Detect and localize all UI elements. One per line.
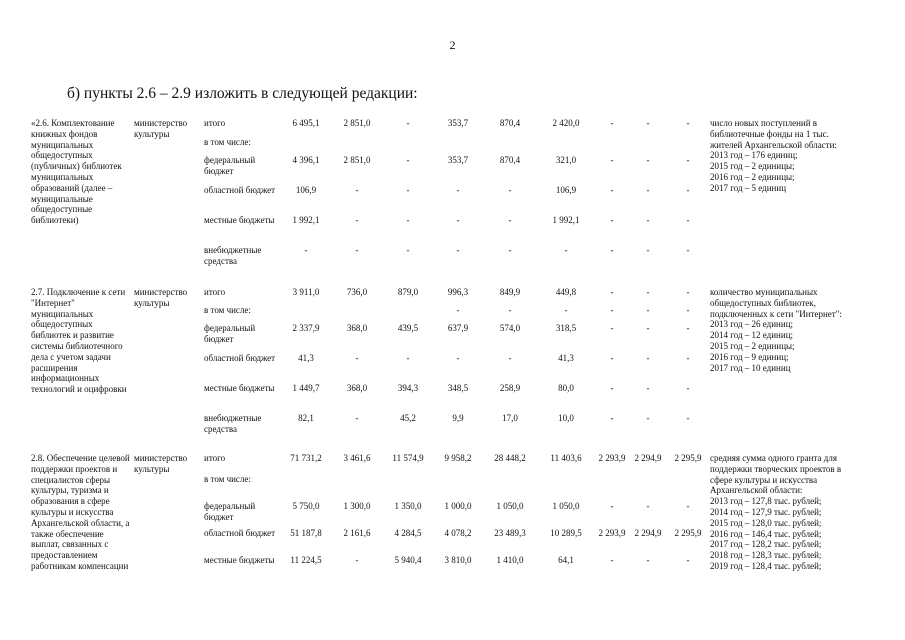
amount-cell: - bbox=[508, 305, 512, 315]
funding-source: внебюджетные средства bbox=[204, 245, 262, 266]
expected-result: средняя сумма одного гранта для поддержки творческих проектов в сфере культуры и искусства Архангельской области: 2013 год – 127,8 тыс. рублей; 2014 год – 127,9 тыс. рублей; 2015 год – 128,0 тыс. рублей; 2016 год – 146,4 тыс. рублей; 2017 год – 128,2 тыс. рублей; 2018 год – 128,3 тыс. рублей; 2019 год – 128,4 тыс. рублей; bbox=[710, 453, 842, 571]
table-row bbox=[31, 287, 863, 305]
amount-cell bbox=[630, 137, 666, 155]
amount-cell: 9 958,2 bbox=[444, 453, 472, 463]
expected-result: количество муниципальных общедоступных библиотек, подключенных к сети "Интернет": 2013 год – 26 единиц; 2014 год – 12 единиц; 2015 год – 2 единицы; 2016 год – 9 единиц; 2017 год – 10 единиц bbox=[710, 287, 842, 373]
section-gap bbox=[31, 443, 863, 453]
amount-cell: 2 293,9 bbox=[598, 528, 626, 538]
amount-cell bbox=[382, 305, 434, 323]
amount-cell: 321,0 bbox=[555, 155, 577, 165]
amount-cell bbox=[630, 474, 666, 501]
amount-cell: - bbox=[610, 413, 614, 423]
funding-source: итого bbox=[204, 287, 226, 297]
amount-cell: 80,0 bbox=[558, 383, 574, 393]
amount-cell bbox=[482, 474, 538, 501]
amount-cell bbox=[594, 137, 630, 155]
amount-cell: 574,0 bbox=[499, 323, 521, 333]
amount-cell: - bbox=[646, 185, 650, 195]
amount-cell: 353,7 bbox=[447, 155, 469, 165]
amount-cell: - bbox=[610, 501, 614, 511]
amount-cell: - bbox=[610, 305, 614, 315]
amount-cell: - bbox=[686, 118, 690, 128]
amount-cell: - bbox=[406, 185, 410, 195]
amount-cell: 2 161,6 bbox=[343, 528, 371, 538]
amount-cell: 1 300,0 bbox=[343, 501, 371, 511]
amount-cell: - bbox=[646, 353, 650, 363]
amount-cell: - bbox=[355, 245, 359, 255]
amount-cell: 1 992,1 bbox=[552, 215, 580, 225]
amount-cell: 849,9 bbox=[499, 287, 521, 297]
amount-cell: - bbox=[646, 245, 650, 255]
amount-cell: - bbox=[456, 353, 460, 363]
funding-source: местные бюджеты bbox=[204, 555, 275, 565]
amount-cell: - bbox=[646, 155, 650, 165]
responsible-executor: министерство культуры bbox=[134, 118, 188, 139]
amount-cell bbox=[482, 137, 538, 155]
amount-cell: - bbox=[456, 215, 460, 225]
funding-source: в том числе: bbox=[204, 474, 251, 484]
amount-cell bbox=[280, 305, 332, 323]
amount-cell: 17,0 bbox=[502, 413, 518, 423]
amount-cell: - bbox=[456, 245, 460, 255]
amount-cell: 28 448,2 bbox=[494, 453, 526, 463]
funding-source: федеральный бюджет bbox=[204, 501, 256, 522]
amount-cell: - bbox=[686, 305, 690, 315]
responsible-executor: министерство культуры bbox=[134, 453, 188, 474]
amount-cell: - bbox=[646, 118, 650, 128]
amount-cell: - bbox=[355, 185, 359, 195]
amount-cell: 1 050,0 bbox=[552, 501, 580, 511]
amount-cell: - bbox=[355, 413, 359, 423]
table-row bbox=[31, 118, 863, 137]
activity-name: 2.8. Обеспечение целевой поддержки проектов и специалистов сферы культуры, туризма и образования в сфере культуры и искусства Архангельской области, а также обеспечение выплат, связанных с предоставлением работникам компенсации bbox=[31, 453, 130, 571]
expected-result: число новых поступлений в библиотечные фонды на 1 тыс. жителей Архангельской области: 2013 год – 176 единиц; 2015 год – 2 единицы; 2016 год – 2 единицы; 2017 год – 5 единиц bbox=[710, 118, 837, 193]
amount-cell: - bbox=[508, 353, 512, 363]
amount-cell: 3 810,0 bbox=[444, 555, 472, 565]
section-heading: б) пункты 2.6 – 2.9 изложить в следующей редакции: bbox=[67, 85, 418, 102]
amount-cell: - bbox=[686, 555, 690, 565]
amount-cell: - bbox=[508, 185, 512, 195]
amount-cell: 368,0 bbox=[346, 323, 368, 333]
amount-cell: 11 224,5 bbox=[290, 555, 322, 565]
amount-cell: 4 396,1 bbox=[292, 155, 320, 165]
funding-source: в том числе: bbox=[204, 137, 251, 147]
activity-name: «2.6. Комплектование книжных фондов муниципальных общедоступных (публичных) библиотек муниципальных образований (далее – муниципальные общедоступные библиотеки) bbox=[31, 118, 122, 226]
funding-source: федеральный бюджет bbox=[204, 323, 256, 344]
amount-cell: - bbox=[646, 413, 650, 423]
amount-cell bbox=[666, 474, 710, 501]
amount-cell bbox=[594, 474, 630, 501]
amount-cell: 106,9 bbox=[295, 185, 317, 195]
funding-source: федеральный бюджет bbox=[204, 155, 256, 176]
amount-cell: - bbox=[686, 501, 690, 511]
amount-cell: - bbox=[610, 185, 614, 195]
amount-cell bbox=[332, 137, 382, 155]
amount-cell: - bbox=[686, 353, 690, 363]
amount-cell: 2 295,9 bbox=[674, 528, 702, 538]
amount-cell: - bbox=[646, 383, 650, 393]
amount-cell: - bbox=[564, 245, 568, 255]
funding-source: местные бюджеты bbox=[204, 215, 275, 225]
amount-cell: - bbox=[355, 555, 359, 565]
amount-cell: - bbox=[508, 215, 512, 225]
funding-source: областной бюджет bbox=[204, 185, 276, 195]
amount-cell: 368,0 bbox=[346, 383, 368, 393]
amount-cell: - bbox=[686, 287, 690, 297]
amount-cell: 82,1 bbox=[298, 413, 314, 423]
amount-cell: - bbox=[610, 215, 614, 225]
amount-cell: - bbox=[406, 215, 410, 225]
amount-cell: 11 403,6 bbox=[550, 453, 582, 463]
amount-cell: 736,0 bbox=[346, 287, 368, 297]
amount-cell: 9,9 bbox=[452, 413, 464, 423]
amount-cell: 4 078,2 bbox=[444, 528, 472, 538]
amount-cell: 2 337,9 bbox=[292, 323, 320, 333]
page-number: 2 bbox=[449, 38, 456, 52]
amount-cell: 45,2 bbox=[400, 413, 416, 423]
amount-cell bbox=[280, 474, 332, 501]
amount-cell: 71 731,2 bbox=[290, 453, 322, 463]
funding-source: областной бюджет bbox=[204, 353, 276, 363]
amount-cell: 1 449,7 bbox=[292, 383, 320, 393]
funding-source: местные бюджеты bbox=[204, 383, 275, 393]
table-row bbox=[31, 453, 863, 474]
amount-cell: - bbox=[646, 501, 650, 511]
responsible-executor: министерство культуры bbox=[134, 287, 188, 308]
amount-cell: - bbox=[646, 287, 650, 297]
program-table bbox=[31, 118, 863, 585]
amount-cell bbox=[538, 474, 594, 501]
amount-cell bbox=[434, 137, 482, 155]
amount-cell: - bbox=[610, 353, 614, 363]
amount-cell: - bbox=[304, 245, 308, 255]
amount-cell: 5 750,0 bbox=[292, 501, 320, 511]
amount-cell: - bbox=[406, 118, 410, 128]
amount-cell: 1 350,0 bbox=[394, 501, 422, 511]
amount-cell: - bbox=[610, 118, 614, 128]
amount-cell: 258,9 bbox=[499, 383, 521, 393]
amount-cell: - bbox=[508, 245, 512, 255]
amount-cell: - bbox=[686, 155, 690, 165]
funding-source: областной бюджет bbox=[204, 528, 276, 538]
amount-cell: 1 000,0 bbox=[444, 501, 472, 511]
amount-cell: - bbox=[646, 323, 650, 333]
amount-cell bbox=[434, 474, 482, 501]
amount-cell: 2 293,9 bbox=[598, 453, 626, 463]
amount-cell bbox=[382, 474, 434, 501]
amount-cell: 879,0 bbox=[397, 287, 419, 297]
amount-cell: 10,0 bbox=[558, 413, 574, 423]
amount-cell bbox=[280, 137, 332, 155]
amount-cell: - bbox=[355, 215, 359, 225]
amount-cell: - bbox=[646, 305, 650, 315]
amount-cell: 1 050,0 bbox=[496, 501, 524, 511]
funding-source: в том числе: bbox=[204, 305, 251, 315]
amount-cell: 637,9 bbox=[447, 323, 469, 333]
funding-source: внебюджетные средства bbox=[204, 413, 262, 434]
amount-cell: 3 911,0 bbox=[292, 287, 320, 297]
amount-cell: 106,9 bbox=[555, 185, 577, 195]
amount-cell: - bbox=[355, 353, 359, 363]
amount-cell: - bbox=[406, 245, 410, 255]
amount-cell: 439,5 bbox=[397, 323, 419, 333]
funding-source: итого bbox=[204, 118, 226, 128]
amount-cell: 51 187,8 bbox=[290, 528, 322, 538]
funding-source: итого bbox=[204, 453, 226, 463]
amount-cell: 5 940,4 bbox=[394, 555, 422, 565]
amount-cell: 2 851,0 bbox=[343, 155, 371, 165]
amount-cell: - bbox=[610, 383, 614, 393]
amount-cell: 318,5 bbox=[555, 323, 577, 333]
amount-cell: - bbox=[610, 155, 614, 165]
amount-cell: - bbox=[686, 323, 690, 333]
amount-cell: - bbox=[686, 413, 690, 423]
amount-cell: - bbox=[610, 245, 614, 255]
amount-cell: 2 295,9 bbox=[674, 453, 702, 463]
amount-cell: 1 992,1 bbox=[292, 215, 320, 225]
amount-cell: 1 410,0 bbox=[496, 555, 524, 565]
amount-cell bbox=[332, 474, 382, 501]
amount-cell: - bbox=[406, 353, 410, 363]
amount-cell: 2 851,0 bbox=[343, 118, 371, 128]
amount-cell: - bbox=[686, 185, 690, 195]
amount-cell: 394,3 bbox=[397, 383, 419, 393]
amount-cell: 41,3 bbox=[558, 353, 574, 363]
amount-cell: - bbox=[456, 305, 460, 315]
amount-cell: 348,5 bbox=[447, 383, 469, 393]
amount-cell bbox=[382, 137, 434, 155]
amount-cell: - bbox=[564, 305, 568, 315]
amount-cell: 2 294,9 bbox=[634, 453, 662, 463]
amount-cell bbox=[332, 305, 382, 323]
amount-cell: - bbox=[686, 215, 690, 225]
amount-cell: 64,1 bbox=[558, 555, 574, 565]
amount-cell: 41,3 bbox=[298, 353, 314, 363]
amount-cell: 4 284,5 bbox=[394, 528, 422, 538]
amount-cell: 3 461,6 bbox=[343, 453, 371, 463]
amount-cell: 11 574,9 bbox=[392, 453, 424, 463]
amount-cell: 2 294,9 bbox=[634, 528, 662, 538]
amount-cell: - bbox=[406, 155, 410, 165]
amount-cell: 870,4 bbox=[499, 118, 521, 128]
amount-cell: - bbox=[686, 245, 690, 255]
amount-cell: 6 495,1 bbox=[292, 118, 320, 128]
amount-cell: - bbox=[610, 323, 614, 333]
section-gap bbox=[31, 277, 863, 287]
amount-cell: - bbox=[456, 185, 460, 195]
amount-cell: 10 289,5 bbox=[550, 528, 582, 538]
amount-cell: - bbox=[646, 555, 650, 565]
amount-cell bbox=[666, 137, 710, 155]
amount-cell: 353,7 bbox=[447, 118, 469, 128]
activity-name: 2.7. Подключение к сети "Интернет" муниципальных общедоступных библиотек и развитие системы библиотечного дела с учетом задачи расширения информационных технологий и оцифровки bbox=[31, 287, 127, 395]
amount-cell: - bbox=[610, 555, 614, 565]
amount-cell: 996,3 bbox=[447, 287, 469, 297]
amount-cell: 23 489,3 bbox=[494, 528, 526, 538]
amount-cell: 449,8 bbox=[555, 287, 577, 297]
amount-cell: - bbox=[686, 383, 690, 393]
amount-cell bbox=[538, 137, 594, 155]
amount-cell: 2 420,0 bbox=[552, 118, 580, 128]
amount-cell: - bbox=[610, 287, 614, 297]
amount-cell: - bbox=[646, 215, 650, 225]
amount-cell: 870,4 bbox=[499, 155, 521, 165]
